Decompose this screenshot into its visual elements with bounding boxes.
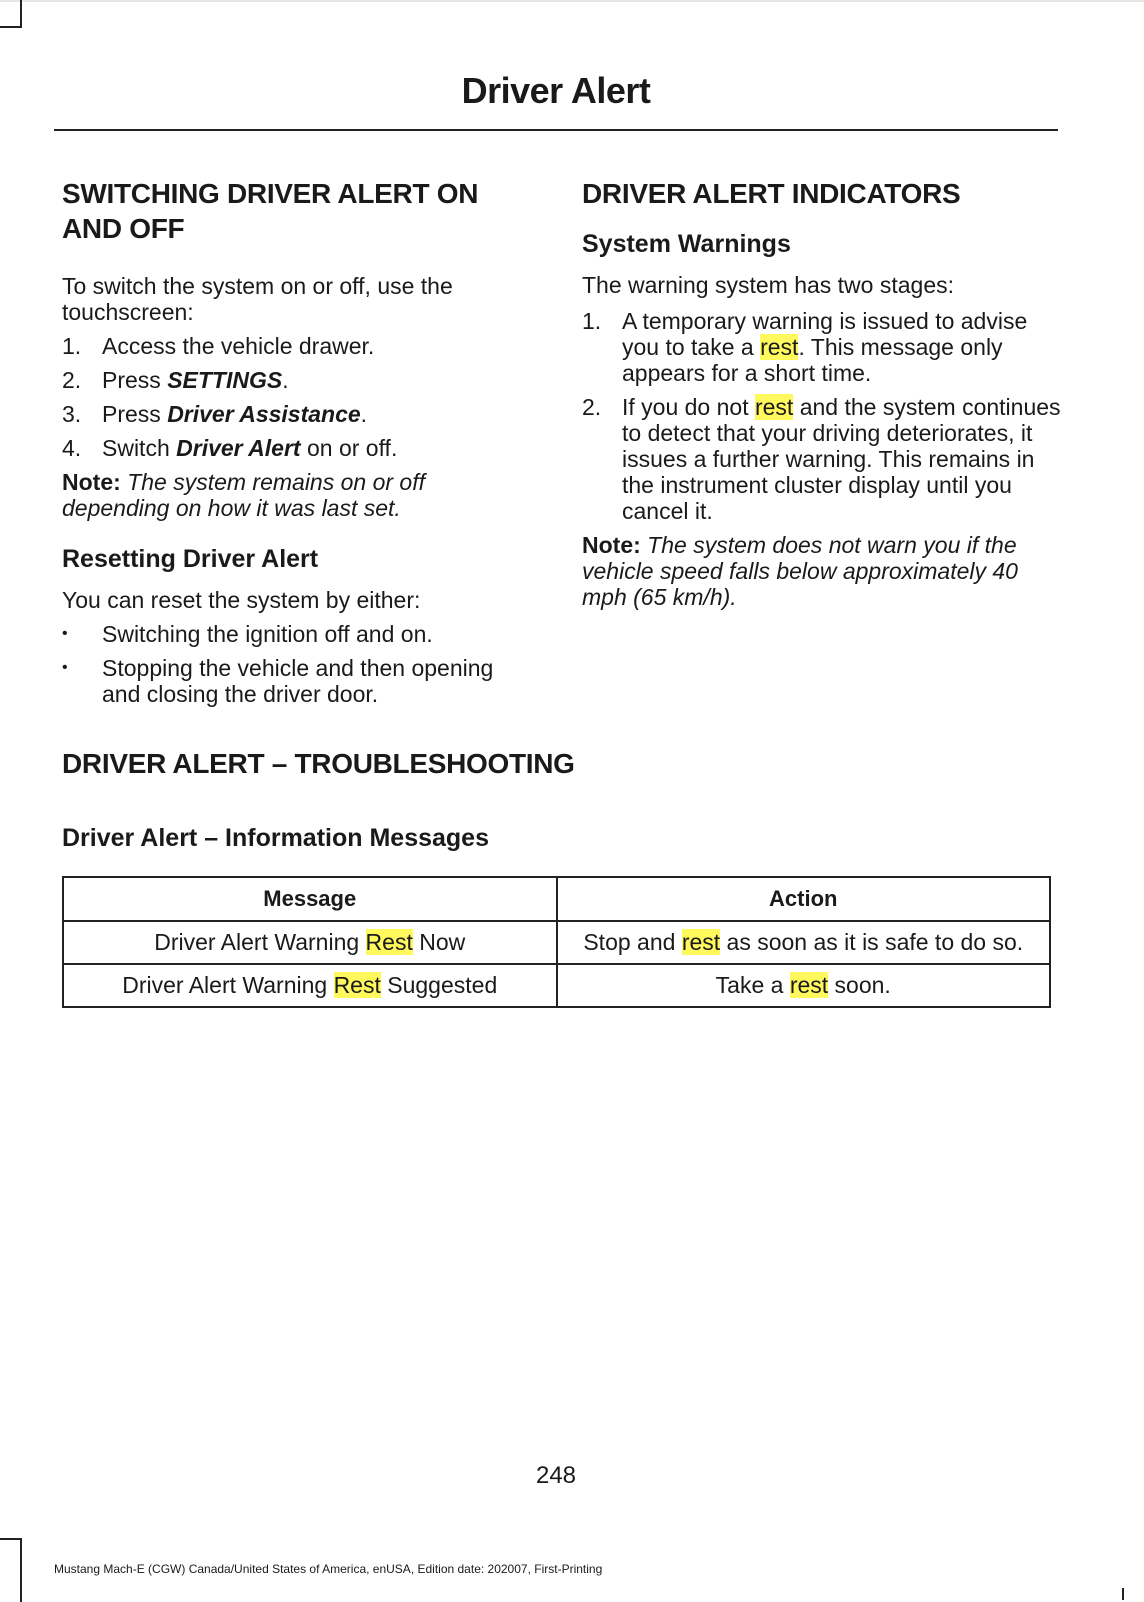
- cell-text-post: soon.: [828, 972, 891, 998]
- information-messages-heading: Driver Alert – Information Messages: [62, 824, 489, 852]
- step-number: 2.: [62, 367, 82, 393]
- list-item: [582, 394, 1062, 524]
- step-text: Access the vehicle drawer.: [102, 333, 375, 359]
- footer-edition-info: Mustang Mach-E (CGW) Canada/United States of America, enUSA, Edition date: 202007, First-Printing: [54, 1562, 603, 1576]
- cell-text-pre: Driver Alert Warning: [122, 972, 334, 998]
- cell-text-post: as soon as it is safe to do so.: [720, 929, 1024, 955]
- resetting-intro: You can reset the system by either:: [62, 587, 421, 613]
- highlighted-term: Rest: [333, 972, 381, 998]
- troubleshooting-heading: DRIVER ALERT – TROUBLESHOOTING: [62, 748, 575, 779]
- table-row: [63, 964, 1050, 1007]
- highlighted-term: Rest: [365, 929, 413, 955]
- crop-mark-bottom-left: [0, 1538, 22, 1602]
- step-number: 4.: [62, 435, 82, 461]
- resetting-heading: Resetting Driver Alert: [62, 545, 319, 573]
- bullet-text: Switching the ignition off and on.: [102, 621, 433, 647]
- message-cell: [63, 921, 557, 964]
- action-cell: [557, 964, 1051, 1007]
- list-item: [62, 367, 532, 393]
- note-text: The system remains on or off depending on how it was last set.: [62, 469, 426, 521]
- stage-number: 1.: [582, 308, 602, 334]
- step-text-post: .: [282, 367, 289, 393]
- step-text-post: on or off.: [300, 435, 398, 461]
- right-column: [582, 176, 1062, 610]
- indicators-heading: DRIVER ALERT INDICATORS: [582, 178, 961, 209]
- highlighted-term: rest: [789, 972, 829, 998]
- bullet-icon: •: [62, 659, 68, 676]
- switching-steps: [62, 333, 532, 461]
- stage-text-pre: If you do not: [622, 394, 755, 420]
- step-number: 1.: [62, 333, 82, 359]
- list-item: [62, 621, 532, 647]
- stage-number: 2.: [582, 394, 602, 420]
- cell-text-pre: Take a: [715, 972, 790, 998]
- step-text-pre: Press: [102, 367, 168, 393]
- switching-intro: To switch the system on or off, use the touchscreen:: [62, 273, 453, 325]
- cell-text-pre: Driver Alert Warning: [154, 929, 366, 955]
- switching-note: [62, 469, 462, 521]
- list-item: [582, 308, 1062, 386]
- stage-text-post: . This message only appears for a short time.: [622, 334, 1003, 386]
- title-rule: [54, 129, 1058, 131]
- table-header-row: [63, 877, 1050, 921]
- switching-heading: SWITCHING DRIVER ALERT ON AND OFF: [62, 178, 479, 244]
- action-cell: [557, 921, 1051, 964]
- highlighted-term: rest: [681, 929, 721, 955]
- cell-text-post: Now: [412, 929, 466, 955]
- bullet-text: Stopping the vehicle and then opening and closing the driver door.: [102, 655, 494, 707]
- warnings-intro: The warning system has two stages:: [582, 272, 954, 298]
- step-text-emphasis: Driver Assistance: [167, 401, 361, 427]
- list-item: [62, 435, 532, 461]
- step-text-pre: Press: [102, 401, 168, 427]
- list-item: [62, 655, 532, 707]
- step-text-emphasis: Driver Alert: [176, 435, 301, 461]
- page-title: Driver Alert: [461, 70, 651, 111]
- system-warnings-heading: System Warnings: [582, 230, 791, 258]
- information-messages-table: [62, 876, 1051, 1008]
- cell-text-post: Suggested: [380, 972, 498, 998]
- crop-mark-bottom-right: [1122, 1588, 1124, 1600]
- cell-text-pre: Stop and: [583, 929, 682, 955]
- list-item: [62, 401, 532, 427]
- column-header-message: Message: [63, 877, 557, 921]
- step-number: 3.: [62, 401, 82, 427]
- list-item: [62, 333, 532, 359]
- note-label: Note:: [582, 532, 641, 558]
- note-label: Note:: [62, 469, 121, 495]
- speed-note: [582, 532, 1062, 610]
- page-top-edge: [0, 0, 1144, 2]
- step-text-pre: Switch: [102, 435, 177, 461]
- bullet-icon: •: [62, 625, 68, 642]
- page-number: 248: [535, 1462, 577, 1489]
- message-cell: [63, 964, 557, 1007]
- resetting-bullets: [62, 621, 532, 707]
- step-text-post: .: [360, 401, 368, 427]
- note-text: The system does not warn you if the vehicle speed falls below approximately 40 mph (65 km/h).: [582, 532, 1018, 610]
- step-text-emphasis: SETTINGS: [167, 367, 283, 393]
- stage-text-pre: A temporary warning is issued to advise you to take a: [622, 308, 1028, 360]
- left-column: [62, 176, 532, 707]
- highlighted-term: rest: [760, 334, 799, 360]
- warning-stages: [582, 308, 1062, 524]
- crop-mark-top-left: [0, 0, 22, 28]
- stage-text-post: and the system continues to detect that your driving deteriorates, it issues a further warning. This remains in the instrument cluster display until you cancel it.: [622, 394, 1061, 524]
- table-row: [63, 921, 1050, 964]
- column-header-action: Action: [557, 877, 1051, 921]
- highlighted-term: rest: [754, 394, 794, 420]
